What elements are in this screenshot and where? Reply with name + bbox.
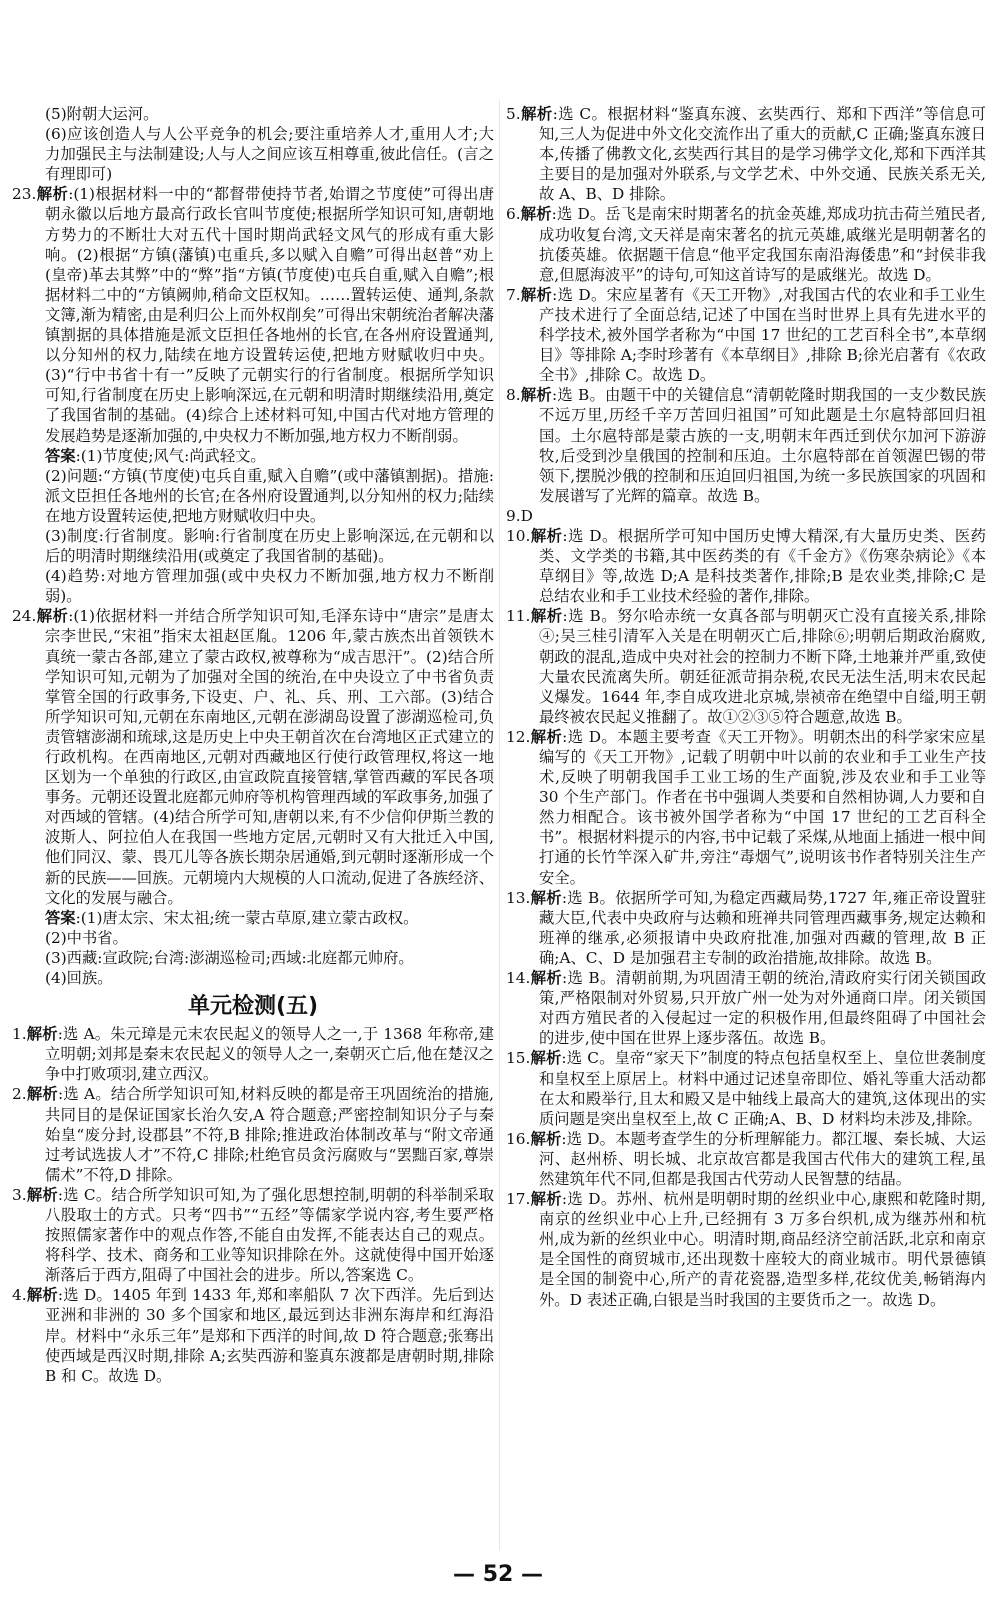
analysis-text: :选 A。结合所学知识可知,材料反映的都是帝王巩固统治的措施,共同目的是保证国家长治久安,A 符合题意;严密控制知识分子与秦始皇“废分封,设郡县”不符,B 排除;推进政治体制改革与“附文帝通过考试选拔人才”不符,C 排除;杜绝官员贪污腐败与“罢黜百家,尊崇儒术”不符,D 排除。 (45, 1085, 494, 1184)
analysis-label: 解析 (530, 969, 563, 988)
question-number: 10. (506, 526, 531, 545)
unit-item-11 (506, 606, 986, 727)
analysis-text: :选 B。清朝前期,为巩固清王朝的统治,清政府实行闭关锁国政策,严格限制对外贸易,只开放广州一处为对外通商口岸。闭关锁国对西方殖民者的入侵起过一定的积极作用,但最终阻碍了中国社会的进步,使中国在世界上逐步落伍。故选 B。 (539, 969, 986, 1048)
left-column (12, 104, 494, 1386)
question-number: 8. (506, 386, 521, 405)
analysis-label: 解析 (520, 105, 553, 123)
analysis-text: :选 B。由题干中的关键信息“清朝乾隆时期我国的一支少数民族不远万里,历经千辛万苦回归祖国”可知此题是土尔扈特部回归祖国。土尔扈特部是蒙古族的一支,明朝末年西迁到伏尔加河下游游牧,后受到沙皇俄国的控制和压迫。土尔扈特部在首领渥巴锡的带领下,摆脱沙俄的控制和压迫回归祖国,为统一多民族国家的巩固和发展谱写了光辉的篇章。故选 B。 (539, 386, 986, 505)
analysis-text: :(1)依据材料一并结合所学知识可知,毛泽东诗中“唐宗”是唐太宗李世民,“宋祖”指宋太祖赵匡胤。1206 年,蒙古族杰出首领铁木真统一蒙古各部,建立了蒙古政权,被尊称为“成吉思汗”。(2)结合所学知识可知,元朝为了加强对全国的统治,在中央设立了中书省负责掌管全国的行政事务,下设吏、户、礼、兵、刑、工六部。(3)结合所学知识可知,元朝在东南地区,元朝在澎湖岛设置了澎湖巡检司,负责管辖澎湖和琉球,这是历史上中央王朝首次在台湾地区正式建立的行政机构。在西南地区,元朝对西藏地区行使行政管理权,将这一地区划为一个单独的行政区,由宣政院直接管辖,掌管西藏的军民各项事务。元朝还设置北庭都元帅府等机构管理西域的军政事务,加强了对西域的管辖。(4)结合所学可知,唐朝以来,有不少信仰伊斯兰教的波斯人、阿拉伯人在我国一些地方定居,元朝时又有大批迁入中国,他们同汉、蒙、畏兀儿等各族长期杂居通婚,到元朝时逐渐形成一个新的民族——回族。元朝境内大规模的人口流动,促进了各族经济、文化的发展与融合。 (45, 607, 494, 907)
analysis-text: :选 B。努尔哈赤统一女真各部与明朝灭亡没有直接关系,排除④;吴三桂引清军入关是在明朝灭亡后,排除⑥;明朝后期政治腐败,朝政的混乱,造成中央对社会的控制力不断下降,土地兼并严重,致使大量农民流离失所。朝廷征派苛捐杂税,农民无法生活,明末农民起义爆发。1644 年,李自成攻进北京城,崇祯帝在绝望中自缢,明王朝最终被农民起义推翻了。故①②③⑤符合题意,故选 B。 (539, 607, 986, 726)
answer-24-line-4: (4)回族。 (45, 969, 113, 988)
analysis-label: 解析 (530, 1190, 562, 1209)
analysis-text: :选 B。依据所学可知,为稳定西藏局势,1727 年,雍正帝设置驻藏大臣,代表中央政府与达赖和班禅共同管理西藏事务,规定达赖和班禅的继承,必须报请中央政府批准,加强对西藏的管理,故 B 正确;A、C、D 是加强君主专制的政治措施,故排除。故选 B。 (539, 888, 986, 967)
question-number: 1. (12, 1025, 27, 1044)
unit-item-14 (506, 968, 986, 1048)
unit-item-2 (12, 1084, 494, 1184)
analysis-label: 解析 (26, 1085, 58, 1104)
question-number: 5. (506, 105, 521, 123)
unit-item-12 (506, 727, 986, 888)
unit-item-9 (506, 506, 986, 526)
analysis-text: :选 D。岳飞是南宋时期著名的抗金英雄,郑成功抗击荷兰殖民者,成功收复台湾,文天祥是南宋著名的抗元英雄,戚继光是明朝著名的抗倭英雄。依据题干信息“他平定我国东南沿海倭患”和“封侯非我意,但愿海波平”的诗句,可知这首诗写的是戚继光。故选 D。 (539, 205, 986, 284)
answer-24-line-2: (2)中书省。 (45, 928, 128, 947)
analysis-label: 解析 (530, 607, 563, 626)
question-number: 6. (506, 205, 521, 224)
analysis-text: :选 D。苏州、杭州是明朝时期的丝织业中心,康熙和乾隆时期,南京的丝织业中心上升,已经拥有 3 万多台织机,成为继苏州和杭州,成为新的丝织业中心。明清时期,商品经济空前活跃,北京和南京是全国性的商贸城市,还出现数十座较大的商业城市。明代景德镇是全国的制瓷中心,所产的青花瓷器,造型多样,花纹优美,畅销海内外。D 表述正确,白银是当时我国的主要货币之一。故选 D。 (539, 1190, 986, 1309)
analysis-label: 解析 (520, 386, 552, 405)
answer-24-line-3: (3)西藏:宣政院;台湾:澎湖巡检司;西域:北庭都元帅府。 (45, 948, 414, 967)
analysis-text: :选 A。朱元璋是元末农民起义的领导人之一,于 1368 年称帝,建立明朝;刘邦是秦末农民起义的领导人之一,秦朝灭亡后,他在楚汉之争中打败项羽,建立西汉。 (45, 1025, 494, 1084)
question-number: 2. (12, 1085, 27, 1104)
question-number: 11. (506, 607, 531, 626)
analysis-label: 解析 (520, 285, 553, 304)
section-title: 单元检测(五) (187, 994, 319, 1020)
question-number: 23. (12, 185, 37, 204)
analysis-text: :选 D。1405 年到 1433 年,郑和率船队 7 次下西洋。先后到达亚洲和非洲的 30 多个国家和地区,最远到达非洲东海岸和红海沿岸。材料中“永乐三年”是郑和下西洋的时间,故 D 符合题意;张骞出使西域是西汉时期,排除 A;玄奘西游和鉴真东渡都是唐朝时期,排除 B 和 C。故选 D。 (45, 1286, 494, 1385)
analysis-label: 解析 (26, 1286, 58, 1305)
analysis-label: 解析 (26, 1185, 58, 1204)
question-number: 13. (506, 888, 531, 907)
analysis-text: :选 D。本题主要考查《天工开物》。明朝杰出的科学家宋应星编写的《天工开物》,记载了明朝中叶以前的农业和手工业生产技术,反映了明朝我国手工业工场的生产面貌,涉及农业和手工业等 30 个生产部门。作者在书中强调人类要和自然相协调,人力要和自然力相配合。该书被外国学者称为“中国 17 世纪的工艺百科全书”。根据材料提示的内容,书中记载了采煤,从地面上插进一根中间打通的长竹竿深入矿井,旁注“毒烟气”,说明该书作者特别关注生产安全。 (539, 727, 986, 887)
question-number: 7. (506, 285, 521, 304)
analysis-text: :选 C。皇帝“家天下”制度的特点包括皇权至上、皇位世袭制度和皇权至上原居上。材料中通过记述皇帝即位、婚礼等重大活动都在太和殿举行,且太和殿又是中轴线上最高大的建筑,这体现出的实质问题是突出皇权至上,故 C 正确;A、B、D 材料均未涉及,排除。 (539, 1049, 986, 1128)
unit-item-4 (12, 1285, 494, 1385)
unit-item-15 (506, 1048, 986, 1128)
unit-item-7 (506, 285, 986, 385)
unit-item-8 (506, 385, 986, 506)
answer-text: :(1)唐太宗、宋太祖;统一蒙古草原,建立蒙古政权。 (75, 908, 419, 927)
analysis-label: 解析 (36, 185, 69, 204)
question-number: 14. (506, 969, 531, 988)
answer-24-line-1 (12, 908, 494, 928)
analysis-text: :选 C。结合所学知识可知,为了强化思想控制,明朝的科举制采取八股取士的方式。只考“四书”“五经”等儒家学说内容,考生要严格按照儒家著作中的观点作答,不能自由发挥,不能表达自己的观点。将科学、技术、商务和工业等知识排除在外。这就使得中国开始逐渐落后于西方,阻碍了中国社会的进步。所以,答案选 C。 (45, 1185, 494, 1285)
analysis-label: 解析 (36, 607, 69, 626)
unit-item-3 (12, 1185, 494, 1285)
analysis-text: :选 C。根据材料“鉴真东渡、玄奘西行、郑和下西洋”等信息可知,三人为促进中外文化交流作出了重大的贡献,C 正确;鉴真东渡日本,传播了佛教文化,玄奘西行其目的是学习佛学文化,郑和下西洋其主要目的是加强对外联系,与文学艺术、中外交通、民族关系无关,故 A、B、D 排除。 (539, 105, 986, 204)
question-number: 16. (506, 1129, 531, 1148)
unit-item-1 (12, 1024, 494, 1084)
question-number: 12. (506, 727, 531, 746)
analysis-label: 解析 (530, 1049, 562, 1068)
question-number: 3. (12, 1185, 27, 1204)
analysis-text: :选 D。本题考查学生的分析理解能力。都江堰、秦长城、大运河、赵州桥、明长城、北京故宫都是我国古代伟大的建筑工程,虽然建筑年代不同,但都是我国古代劳动人民智慧的结晶。 (539, 1129, 986, 1188)
analysis-label: 解析 (530, 727, 563, 746)
unit-item-10 (506, 526, 986, 606)
answer-23-line-3: (3)制度:行省制度。影响:行省制度在历史上影响深远,在元朝和以后的明清时期继续沿用(或奠定了我国省制的基础)。 (45, 526, 494, 566)
question-number: 9. (506, 506, 521, 525)
page-number: — 52 — (453, 1562, 543, 1587)
answer-text: D (520, 506, 533, 525)
unit-item-16 (506, 1129, 986, 1189)
unit-item-17 (506, 1189, 986, 1310)
question-23 (12, 184, 494, 445)
answer-23-line-4: (4)趋势:对地方管理加强(或中央权力不断加强,地方权力不断削弱)。 (45, 567, 494, 606)
question-number: 15. (506, 1049, 531, 1068)
analysis-label: 解析 (530, 1129, 562, 1148)
answer-23-line-1 (12, 446, 494, 466)
unit-item-6 (506, 204, 986, 284)
answer-text: :(1)节度使;风气:尚武轻文。 (75, 446, 266, 465)
analysis-label: 解析 (520, 205, 552, 224)
answer-label: 答案 (45, 908, 76, 927)
analysis-label: 解析 (530, 888, 562, 907)
analysis-text: :选 D。根据所学可知中国历史博大精深,有大量历史类、医药类、文学类的书籍,其中医药类的有《千金方》《伤寒杂病论》《本草纲目》等,故选 D;A 是科技类著作,排除;B 是农业类,排除;C 是总结农业和手工业技术经验的著作,排除。 (539, 526, 986, 606)
intro-line-1: (5)附朝大运河。 (45, 105, 159, 123)
analysis-label: 解析 (530, 526, 563, 545)
question-24 (12, 606, 494, 907)
question-number: 17. (506, 1190, 531, 1209)
intro-line-2: (6)应该创造人与人公平竞争的机会;要注重培养人才,重用人才;大力加强民主与法制建设;人与人之间应该互相尊重,彼此信任。(言之有理即可) (45, 125, 494, 184)
unit-item-13 (506, 888, 986, 968)
answer-label: 答案 (45, 446, 76, 465)
unit-item-5 (506, 104, 986, 204)
question-number: 24. (12, 607, 37, 626)
column-divider (499, 100, 500, 1550)
analysis-text: :(1)根据材料一中的“都督带使持节者,始谓之节度使”可得出唐朝永徽以后地方最高行政长官叫节度使;根据所学知识可知,唐朝地方势力的不断壮大对五代十国时期尚武轻文风气的形成有重大影响。(2)根据“方镇(藩镇)屯重兵,多以赋入自赡”可得出赵普“劝上(皇帝)革去其弊”中的“弊”指“方镇(节度使)屯兵自重,赋入自赡”;根据材料二中的“方镇阙帅,稍命文臣权知。……置转运使、通判,条款文簿,渐为精密,由是利归公上而外权削矣”可得出宋朝统治者解决藩镇割据的具体措施是派文臣担任各地州的长官,在各州府设置通判,以分知州的权力,陆续在地方设置转运使,把地方财赋收归中央。(3)“行中书省十有一”反映了元朝实行的行省制度。根据所学知识可知,行省制度在历史上影响深远,在元朝和明清时期继续沿用,奠定了我国省制的基础。(4)综合上述材料可知,中国古代对地方管理的发展趋势是逐渐加强的,中央权力不断加强,地方权力不断削弱。 (45, 185, 494, 445)
analysis-label: 解析 (26, 1025, 58, 1044)
right-column (506, 104, 986, 1310)
answer-23-line-2: (2)问题:“方镇(节度使)屯兵自重,赋入自赡”(或中藩镇割据)。措施:派文臣担任各地州的长官;在各州府设置通判,以分知州的权力;陆续在地方设置转运使,把地方财赋收归中央。 (45, 466, 494, 525)
analysis-text: :选 D。宋应星著有《天工开物》,对我国古代的农业和手工业生产技术进行了全面总结,记述了中国在当时世界上具有先进水平的科学技术,被外国学者称为“中国 17 世纪的工艺百科全书”,本草纲目》等排除 A;李时珍著有《本草纲目》,排除 B;徐光启著有《农政全书》,排除 C。故选 D。 (539, 285, 986, 385)
question-number: 4. (12, 1286, 27, 1305)
